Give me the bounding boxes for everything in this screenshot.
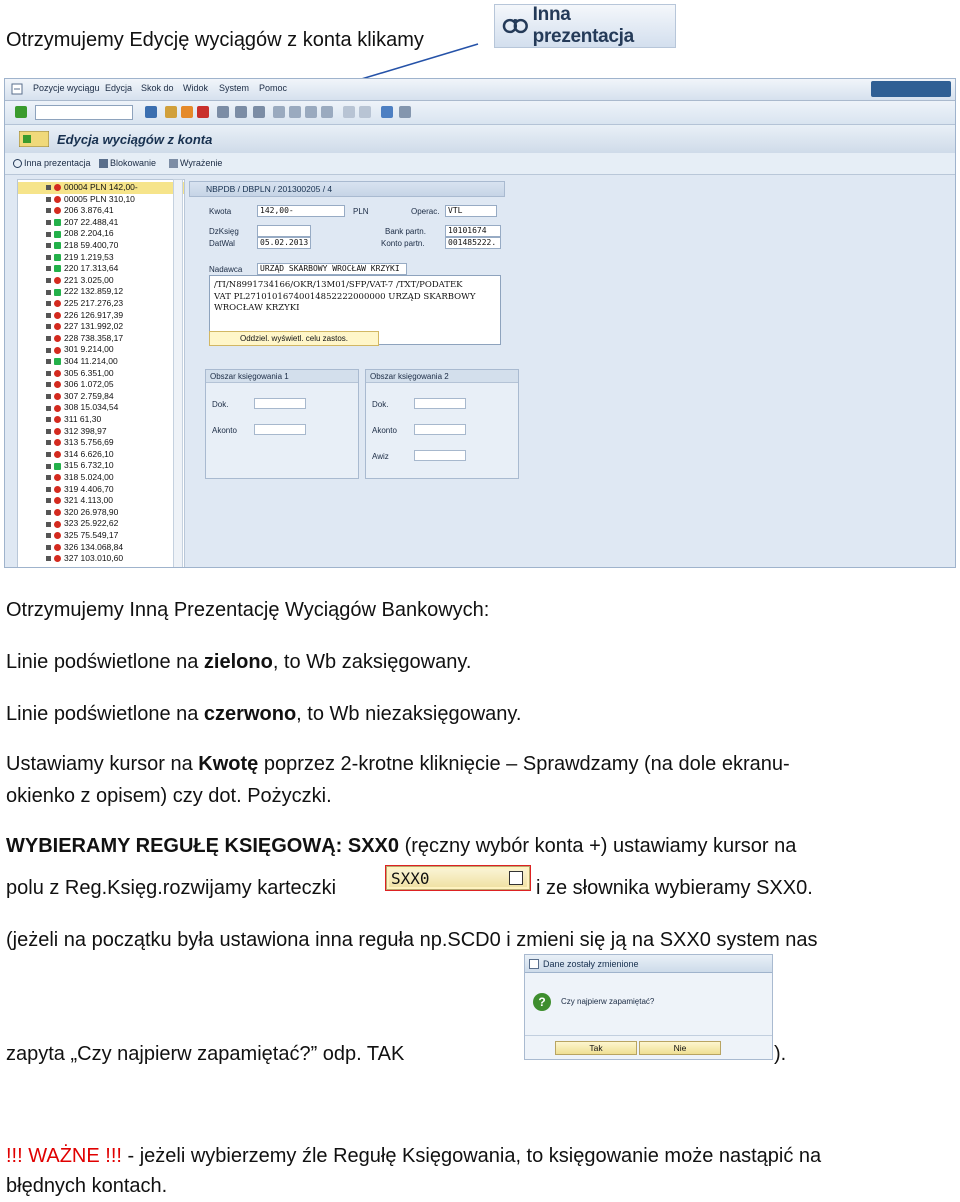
tree-node-icon — [46, 197, 51, 202]
red-status-icon — [54, 521, 61, 528]
help-icon[interactable] — [381, 106, 393, 118]
tree-item[interactable] — [18, 437, 184, 449]
tree-node-icon — [46, 359, 51, 364]
menu-pozycje[interactable]: Pozycje wyciągu — [33, 83, 100, 93]
dialog-yes-button[interactable]: Tak — [555, 1041, 637, 1055]
text-span: , to Wb niezaksięgowany. — [296, 703, 522, 725]
green-status-icon — [54, 219, 61, 226]
note-line: VAT PL27101016740014852222000000 URZĄD SKARBOWY — [214, 291, 476, 302]
red-status-icon — [54, 393, 61, 400]
tree-item[interactable] — [18, 298, 184, 310]
tree-item-label: 311 61,30 — [64, 414, 102, 424]
red-status-icon — [54, 532, 61, 539]
note-line: WROCŁAW KRZYKI — [214, 303, 300, 314]
text-line-11: błędnych kontach. — [6, 1175, 168, 1197]
menu-system[interactable]: System — [219, 83, 250, 93]
tree-item-label: 221 3.025,00 — [64, 274, 114, 285]
statement-tree — [17, 179, 185, 568]
tree-node-icon — [46, 522, 51, 527]
awiz-field[interactable] — [414, 450, 466, 461]
intro-text: Otrzymujemy Edycję wyciągów z konta klikamy — [6, 29, 424, 51]
text-line-1: Otrzymujemy Inną Prezentację Wyciągów Bankowych: — [6, 599, 490, 621]
tree-node-icon — [46, 266, 51, 271]
tree-item-label: 314 6.626,10 — [64, 448, 114, 459]
akonto-label: Akonto — [212, 426, 237, 435]
red-status-icon — [54, 544, 61, 551]
tree-item-label: 318 5.024,00 — [64, 472, 114, 482]
tree-item-label: 319 4.406,70 — [64, 483, 114, 494]
app-title: Edycja wyciągów z konta — [57, 132, 213, 147]
text-line-8: (jeżeli na początku była ustawiona inna reguła np.SCD0 i zmieni się ją na SXX0 system nas — [6, 929, 818, 951]
green-status-icon — [54, 231, 61, 238]
dzksieg-label: DzKsięg — [209, 227, 239, 236]
kwota-field[interactable]: 142,00- — [257, 205, 345, 217]
red-status-icon — [54, 381, 61, 388]
text-span: - jeżeli wybierzemy źle Regułę Księgowania, to księgowanie może nastąpić na — [121, 1145, 822, 1167]
tree-item-label: 327 103.010,60 — [64, 553, 124, 564]
confirm-dialog-image — [524, 954, 773, 1060]
tree-item[interactable] — [18, 344, 184, 356]
red-status-icon — [54, 439, 61, 446]
tree-node-icon — [46, 278, 51, 283]
tree-item-label: 305 6.351,00 — [64, 367, 114, 378]
wyrazenie-text: Wyrażenie — [180, 158, 223, 168]
dialog-window-icon — [529, 959, 539, 969]
tree-item-label: 219 1.219,53 — [64, 251, 114, 262]
tree-item[interactable] — [18, 321, 184, 333]
text-line-10 — [6, 1144, 821, 1168]
nadawca-label: Nadawca — [209, 265, 243, 274]
tree-item-label: 320 26.978,90 — [64, 506, 119, 517]
tree-item[interactable] — [18, 182, 184, 194]
expression-icon — [169, 159, 178, 168]
text-span: Linie podświetlone na — [6, 703, 204, 725]
nadawca-field[interactable]: URZĄD SKARBOWY WROCŁAW KRZYKI — [257, 263, 407, 275]
tree-item[interactable] — [18, 275, 184, 287]
sap-app-toolbar — [5, 153, 956, 175]
tree-item[interactable] — [18, 286, 184, 298]
tree-item-label: 313 5.756,69 — [64, 437, 114, 448]
note-line: /TI/N8991734166/OKR/13M01/SFP/VAT-7 /TXT/PODATEK — [214, 280, 463, 290]
layout-icon[interactable] — [399, 106, 411, 118]
text-line-3 — [6, 702, 521, 726]
tree-node-icon — [46, 220, 51, 225]
tree-item[interactable] — [18, 379, 184, 391]
prev-page-icon[interactable] — [289, 106, 301, 118]
tree-item[interactable] — [18, 310, 184, 322]
next-page-icon[interactable] — [305, 106, 317, 118]
dok-field[interactable] — [414, 398, 466, 409]
last-page-icon[interactable] — [321, 106, 333, 118]
red-status-icon — [54, 312, 61, 319]
inna-prezentacja-label: Inna prezentacja — [532, 4, 634, 47]
konto-field[interactable]: 001485222. — [445, 237, 501, 249]
tree-node-icon — [46, 185, 51, 190]
tree-item-label: 225 217.276,23 — [64, 298, 124, 308]
tree-item-label: 218 59.400,70 — [64, 240, 119, 250]
tree-item[interactable] — [18, 194, 184, 206]
red-status-icon — [54, 370, 61, 377]
tree-node-icon — [46, 394, 51, 399]
text-line-4 — [6, 752, 790, 776]
tree-item[interactable] — [18, 402, 184, 414]
red-status-icon — [54, 300, 61, 307]
tree-item-label: 307 2.759,84 — [64, 390, 114, 401]
red-status-icon — [54, 277, 61, 284]
tree-item-label: 312 398,97 — [64, 425, 107, 436]
dialog-title-text: Dane zostały zmienione — [543, 959, 639, 969]
green-status-icon — [54, 242, 61, 249]
glasses-icon — [13, 159, 22, 168]
menu-pomoc[interactable]: Pomoc — [259, 83, 288, 93]
tree-item-label: 301 9.214,00 — [64, 344, 114, 355]
tree-item-label: 222 132.859,12 — [64, 286, 124, 297]
tree-node-icon — [46, 255, 51, 260]
dok-label: Dok. — [212, 400, 229, 409]
find-next-icon[interactable] — [253, 106, 265, 118]
tree-item[interactable] — [18, 495, 184, 507]
red-status-icon — [54, 335, 61, 342]
tree-item-label: 00005 PLN 310,10 — [64, 193, 135, 204]
bank-label: Bank partn. — [385, 227, 426, 236]
green-status-icon — [54, 265, 61, 272]
tree-item-label: 206 3.876,41 — [64, 205, 114, 216]
posting-area-2-title: Obszar księgowania 2 — [366, 370, 518, 383]
tree-item[interactable] — [18, 542, 184, 554]
inna-prezentacja-button[interactable] — [13, 158, 91, 168]
text-line-7a: polu z Reg.Księg.rozwijamy karteczki — [6, 877, 337, 899]
kwota-word: Kwotę — [198, 753, 259, 775]
red-status-icon — [54, 196, 61, 203]
note-display-button[interactable]: Oddziel. wyświetl. celu zastos. — [209, 331, 379, 346]
tree-item-label: 315 6.732,10 — [64, 460, 114, 471]
enter-icon[interactable] — [15, 106, 27, 118]
tree-node-icon — [46, 324, 51, 329]
text-line-2 — [6, 650, 471, 674]
currency-label: PLN — [353, 207, 369, 216]
red-status-icon — [54, 416, 61, 423]
tree-node-icon — [46, 429, 51, 434]
text-line-9a: zapyta „Czy najpierw zapamiętać?” odp. TAK — [6, 1043, 405, 1065]
question-icon: ? — [533, 993, 551, 1011]
posting-area-1 — [205, 369, 359, 479]
tree-item-label: 207 22.488,41 — [64, 216, 119, 227]
dialog-title — [525, 955, 772, 973]
tree-item[interactable] — [18, 553, 184, 565]
f4-help-icon — [509, 871, 523, 885]
blokowanie-button[interactable] — [99, 158, 156, 168]
document-header: NBPDB / DBPLN / 201300205 / 4 — [189, 181, 505, 197]
tree-node-icon — [46, 348, 51, 353]
tree-node-icon — [46, 313, 51, 318]
menu-edycja[interactable]: Edycja — [105, 83, 133, 93]
tree-item[interactable] — [18, 449, 184, 461]
tree-item-label: 323 25.922,62 — [64, 518, 119, 529]
tree-item-label: 00004 PLN 142,00- — [64, 182, 138, 192]
tree-item[interactable] — [18, 460, 184, 472]
tree-node-icon — [46, 406, 51, 411]
tree-item[interactable] — [18, 217, 184, 229]
lock-icon — [99, 159, 108, 168]
tree-item[interactable] — [18, 368, 184, 380]
red-status-icon — [54, 474, 61, 481]
tree-node-icon — [46, 382, 51, 387]
red-status-icon — [54, 451, 61, 458]
red-status-icon — [54, 405, 61, 412]
print-icon[interactable] — [217, 106, 229, 118]
red-status-icon — [54, 509, 61, 516]
tree-node-icon — [46, 371, 51, 376]
tree-node-icon — [46, 301, 51, 306]
tree-item[interactable] — [18, 426, 184, 438]
tree-node-icon — [46, 510, 51, 515]
sap-standard-toolbar — [5, 101, 956, 125]
red-status-icon — [54, 428, 61, 435]
tree-node-icon — [46, 556, 51, 561]
red-status-icon — [54, 184, 61, 191]
sap-window — [4, 78, 956, 568]
operac-label: Operac. — [411, 207, 440, 216]
tree-item[interactable] — [18, 472, 184, 484]
tree-item-label: 208 2.204,16 — [64, 228, 114, 239]
posting-area-1-title: Obszar księgowania 1 — [206, 370, 358, 383]
text-line-5: okienko z opisem) czy dot. Pożyczki. — [6, 785, 332, 807]
konto-label: Konto partn. — [381, 239, 425, 248]
awiz-label: Awiz — [372, 452, 389, 461]
app-icon — [19, 131, 49, 147]
sap-menu-bar — [5, 79, 956, 101]
tree-item[interactable] — [18, 240, 184, 252]
green-status-icon — [54, 254, 61, 261]
tree-node-icon — [46, 440, 51, 445]
find-icon[interactable] — [235, 106, 247, 118]
sap-menu-icon — [11, 83, 23, 95]
tree-node-icon — [46, 243, 51, 248]
posting-area-2 — [365, 369, 519, 479]
text-span: Linie podświetlone na — [6, 651, 204, 673]
tree-item[interactable] — [18, 507, 184, 519]
tree-node-icon — [46, 232, 51, 237]
tree-node-icon — [46, 417, 51, 422]
window-controls[interactable] — [871, 81, 951, 97]
tree-node-icon — [46, 475, 51, 480]
bank-field[interactable]: 10101674 — [445, 225, 501, 237]
wyrazenie-button[interactable] — [169, 158, 222, 168]
tree-scrollbar[interactable] — [173, 179, 183, 568]
tree-node-icon — [46, 464, 51, 469]
detail-pane — [189, 179, 956, 568]
sxx0-field-image — [386, 866, 530, 890]
text-span: Ustawiamy kursor na — [6, 753, 199, 775]
red-status-icon — [54, 497, 61, 504]
dok-field[interactable] — [254, 398, 306, 409]
dialog-no-button[interactable]: Nie — [639, 1041, 721, 1055]
akonto-label: Akonto — [372, 426, 397, 435]
red-status-icon — [54, 207, 61, 214]
red-status-icon — [54, 323, 61, 330]
tree-node-icon — [46, 452, 51, 457]
tree-node-icon — [46, 290, 51, 295]
datwal-field[interactable]: 05.02.2013 — [257, 237, 311, 249]
text-line-6 — [6, 834, 796, 858]
tree-item-label: 226 126.917,39 — [64, 309, 124, 320]
red-status-icon — [54, 555, 61, 562]
tree-item-label: 321 4.113,00 — [64, 495, 113, 506]
dok-label: Dok. — [372, 400, 389, 409]
blokowanie-text: Blokowanie — [110, 158, 157, 168]
dialog-message: Czy najpierw zapamiętać? — [561, 997, 655, 1006]
tree-item-label: 326 134.068,84 — [64, 541, 124, 552]
operac-field[interactable]: VTL — [445, 205, 497, 217]
tree-item[interactable] — [18, 252, 184, 264]
tree-node-icon — [46, 487, 51, 492]
text-span: , to Wb zaksięgowany. — [272, 651, 472, 673]
important-label: !!! WAŻNE !!! — [6, 1145, 122, 1167]
command-field[interactable] — [35, 105, 133, 120]
dzksieg-field[interactable] — [257, 225, 311, 237]
new-session-icon[interactable] — [343, 106, 355, 118]
save-icon[interactable] — [145, 106, 157, 118]
shortcut-icon[interactable] — [359, 106, 371, 118]
tree-item-label: 228 738.358,17 — [64, 332, 124, 343]
green-status-icon — [54, 463, 61, 470]
tree-item[interactable] — [18, 414, 184, 426]
tree-item[interactable] — [18, 333, 184, 345]
text-span: poprzez 2-krotne kliknięcie – Sprawdzamy (na dole ekranu- — [258, 753, 790, 775]
dialog-divider — [525, 1035, 772, 1036]
akonto-field[interactable] — [254, 424, 306, 435]
akonto-field[interactable] — [414, 424, 466, 435]
datwal-label: DatWal — [209, 239, 235, 248]
cancel-icon[interactable] — [197, 106, 209, 118]
menu-widok[interactable]: Widok — [183, 83, 209, 93]
back-icon[interactable] — [165, 106, 177, 118]
red-word: czerwono — [203, 703, 297, 725]
green-status-icon — [54, 358, 61, 365]
tree-item-label: 325 75.549,17 — [64, 530, 119, 540]
green-word: zielono — [203, 651, 273, 673]
tree-item[interactable] — [18, 484, 184, 496]
inna-prezentacja-text: Inna prezentacja — [24, 158, 91, 168]
tree-node-icon — [46, 498, 51, 503]
tree-item-label: 227 131.992,02 — [64, 321, 124, 332]
tree-item-label: 304 11.214,00 — [64, 356, 118, 366]
red-status-icon — [54, 486, 61, 493]
tree-item-label: 306 1.072,05 — [64, 379, 114, 390]
tree-item[interactable] — [18, 518, 184, 530]
tree-item-label: 220 17.313,64 — [64, 263, 119, 274]
tree-item[interactable] — [18, 205, 184, 217]
tree-item[interactable] — [18, 356, 184, 368]
tree-node-icon — [46, 545, 51, 550]
tree-item[interactable] — [18, 530, 184, 542]
tree-node-icon — [46, 208, 51, 213]
text-span: (ręczny wybór konta +) ustawiamy kursor na — [399, 835, 797, 857]
tree-item[interactable] — [18, 263, 184, 275]
green-status-icon — [54, 289, 61, 296]
exit-icon[interactable] — [181, 106, 193, 118]
tree-node-icon — [46, 336, 51, 341]
text-line-7b: i ze słownika wybieramy SXX0. — [536, 877, 813, 899]
kwota-label: Kwota — [209, 207, 232, 216]
rule-heading: WYBIERAMY REGUŁĘ KSIĘGOWĄ: SXX0 — [6, 835, 400, 857]
text-line-9b: ). — [774, 1043, 787, 1065]
tree-item-label: 308 15.034,54 — [64, 402, 119, 413]
menu-skok[interactable]: Skok do — [141, 83, 174, 93]
tree-node-icon — [46, 533, 51, 538]
tree-item[interactable] — [18, 391, 184, 403]
sxx0-value: SXX0 — [391, 869, 430, 888]
tree-item[interactable] — [18, 228, 184, 240]
first-page-icon[interactable] — [273, 106, 285, 118]
sap-title-bar — [5, 125, 956, 153]
red-status-icon — [54, 347, 61, 354]
